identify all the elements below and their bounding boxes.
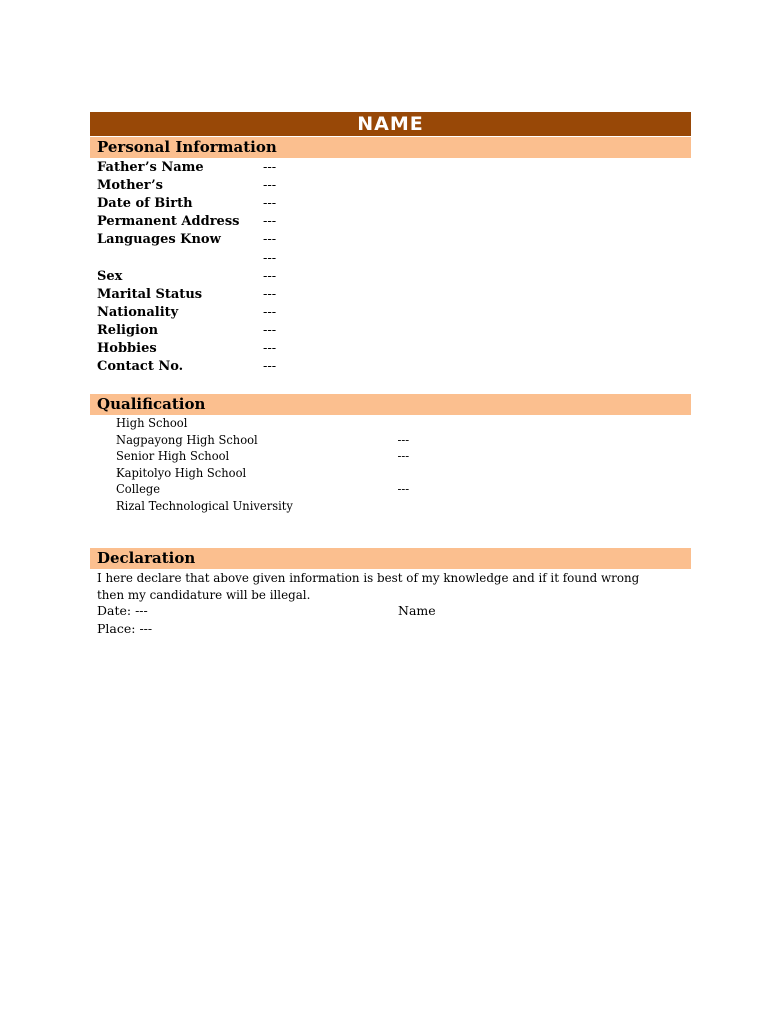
- section-heading-qualification: Qualification: [90, 394, 691, 415]
- field-label: Father’s Name: [97, 160, 204, 175]
- field-value: ---: [263, 251, 277, 266]
- personal-row: [97, 358, 657, 376]
- field-value: ---: [263, 178, 277, 193]
- qualification-label: High School: [116, 415, 188, 430]
- qualification-label: Kapitolyo High School: [116, 465, 247, 480]
- section-heading-personal-information: Personal Information: [90, 137, 691, 158]
- personal-row: [97, 250, 657, 268]
- qualification-value: ---: [397, 432, 410, 447]
- personal-row: [97, 231, 657, 249]
- qualification-label: College: [116, 481, 161, 496]
- field-value: ---: [263, 232, 277, 247]
- field-value: ---: [263, 160, 277, 175]
- personal-row: [97, 286, 657, 304]
- personal-row: [97, 268, 657, 286]
- personal-row: [97, 195, 657, 213]
- field-label: Date of Birth: [97, 196, 193, 211]
- field-value: ---: [263, 287, 277, 302]
- page-title: NAME: [90, 112, 691, 136]
- declaration-text: I here declare that above given information is best of my knowledge and if it found wrong then my candidature will be illegal.: [97, 570, 640, 602]
- qualification-row: [116, 498, 594, 514]
- personal-row: [97, 304, 657, 322]
- section-heading-declaration: Declaration: [90, 548, 691, 569]
- qualification-value: ---: [397, 481, 410, 496]
- field-label: Mother’s: [97, 178, 163, 193]
- personal-row: [97, 213, 657, 231]
- field-label: Religion: [97, 323, 159, 338]
- personal-row: [97, 177, 657, 195]
- field-value: ---: [263, 305, 277, 320]
- qualification-row: [116, 432, 594, 448]
- field-value: ---: [263, 341, 277, 356]
- field-label: Permanent Address: [97, 214, 240, 229]
- field-value: ---: [263, 323, 277, 338]
- qualification-row: [116, 481, 594, 497]
- qualification-row: [116, 448, 594, 464]
- personal-row: [97, 159, 657, 177]
- personal-row: [97, 322, 657, 340]
- declaration-date: Date: ---: [97, 603, 148, 618]
- field-value: ---: [263, 196, 277, 211]
- declaration-signature-name: Name: [398, 603, 436, 618]
- field-label: Sex: [97, 269, 123, 284]
- field-value: ---: [263, 359, 277, 374]
- qualification-label: Rizal Technological University: [116, 498, 293, 513]
- qualification-label: Senior High School: [116, 448, 230, 463]
- field-label: Nationality: [97, 305, 179, 320]
- personal-row: [97, 340, 657, 358]
- field-value: ---: [263, 269, 277, 284]
- field-label: Hobbies: [97, 341, 157, 356]
- qualification-value: ---: [397, 448, 410, 463]
- field-label: Contact No.: [97, 359, 184, 374]
- field-label: Marital Status: [97, 287, 203, 302]
- qualification-row: [116, 465, 594, 481]
- field-value: ---: [263, 214, 277, 229]
- qualification-row: [116, 415, 594, 431]
- qualification-label: Nagpayong High School: [116, 432, 258, 447]
- field-label: Languages Know: [97, 232, 221, 247]
- declaration-place: Place: ---: [97, 621, 153, 636]
